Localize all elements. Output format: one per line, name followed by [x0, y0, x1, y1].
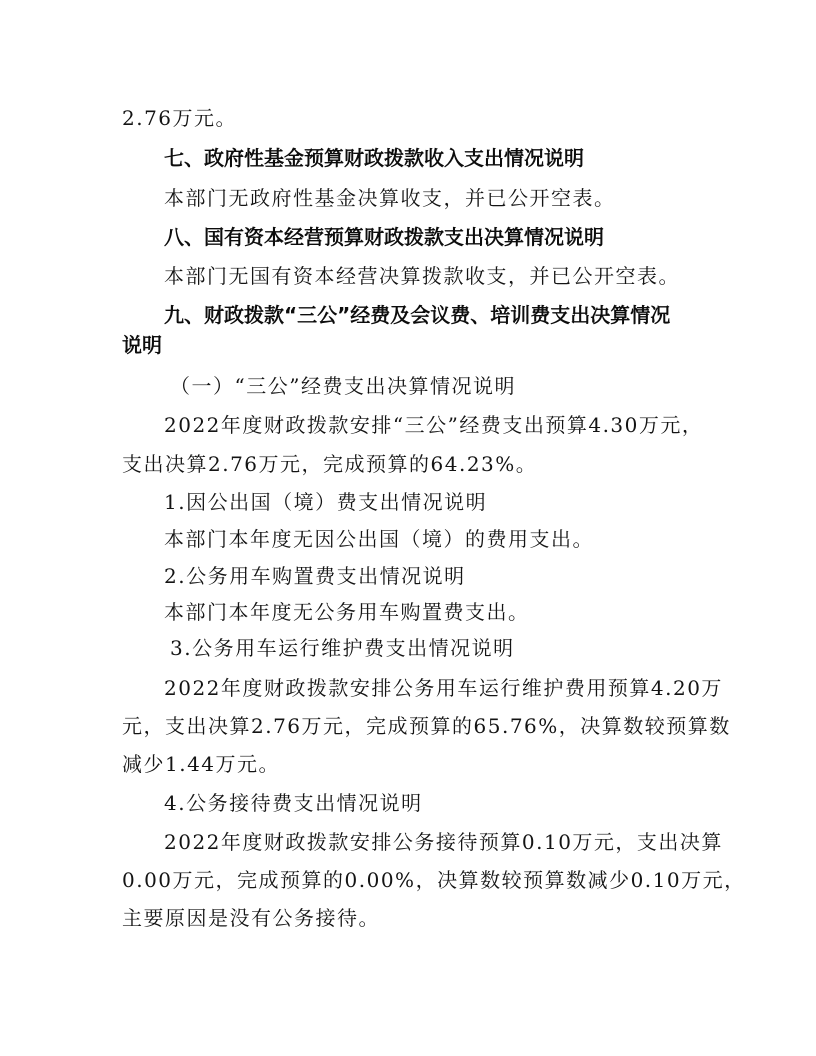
- paragraph-line: 主要原因是没有公务接待。: [122, 906, 380, 930]
- item-heading-2: 2.公务用车购置费支出情况说明: [164, 564, 466, 588]
- subsection-heading: （一）“三公”经费支出决算情况说明: [170, 374, 516, 398]
- paragraph-line: 支出决算2.76万元，完成预算的64.23%。: [122, 452, 538, 476]
- item-heading-3: 3.公务用车运行维护费支出情况说明: [170, 636, 515, 660]
- item-heading-1: 1.因公出国（境）费支出情况说明: [164, 490, 488, 514]
- paragraph-line: 0.00万元，完成预算的0.00%，决算数较预算数减少0.10万元，: [122, 868, 746, 892]
- paragraph-line: 2022年度财政拨款安排公务接待预算0.10万元，支出决算: [164, 830, 723, 854]
- paragraph-line: 元，支出决算2.76万元，完成预算的65.76%，决算数较预算数: [122, 714, 731, 738]
- paragraph-line: 2022年度财政拨款安排公务用车运行维护费用预算4.20万: [164, 676, 723, 700]
- paragraph-line: 本部门无国有资本经营决算拨款收支，并已公开空表。: [164, 264, 680, 288]
- section-heading-7: 七、政府性基金预算财政拨款收入支出情况说明: [164, 146, 584, 170]
- section-heading-9: 九、财政拨款“三公”经费及会议费、培训费支出决算情况: [164, 303, 671, 327]
- paragraph-line: 减少1.44万元。: [122, 752, 281, 776]
- section-heading-9-continued: 说明: [122, 333, 162, 357]
- item-heading-4: 4.公务接待费支出情况说明: [164, 791, 423, 815]
- paragraph-line: 2.76万元。: [122, 106, 238, 130]
- paragraph-line: 2022年度财政拨款安排“三公”经费支出预算4.30万元，: [164, 413, 704, 437]
- paragraph-line: 本部门无政府性基金决算收支，并已公开空表。: [164, 186, 616, 210]
- paragraph-line: 本部门本年度无因公出国（境）的费用支出。: [164, 527, 594, 551]
- paragraph-line: 本部门本年度无公务用车购置费支出。: [164, 600, 530, 624]
- section-heading-8: 八、国有资本经营预算财政拨款支出决算情况说明: [164, 225, 604, 249]
